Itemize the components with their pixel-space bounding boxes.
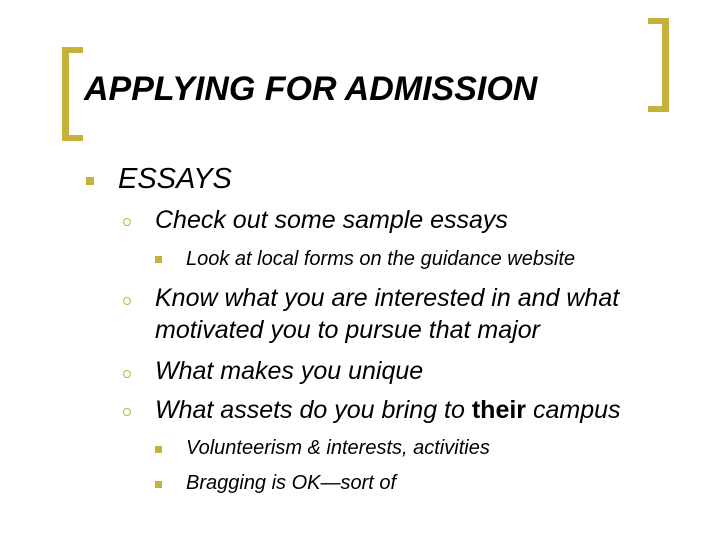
ring-bullet-icon	[123, 297, 131, 305]
title-right-bracket	[648, 18, 669, 112]
ring-bullet-icon	[123, 218, 131, 226]
slide-title: APPLYING FOR ADMISSION	[84, 70, 538, 108]
ring-bullet-icon	[123, 408, 131, 416]
bullet-volunteerism: Volunteerism & interests, activities	[186, 437, 490, 459]
ring-bullet-icon	[123, 370, 131, 378]
square-bullet-icon	[86, 177, 94, 185]
bullet-bragging: Bragging is OK—sort of	[186, 472, 397, 494]
bullet-check-samples: Check out some sample essays	[155, 206, 508, 234]
square-bullet-icon	[155, 256, 162, 263]
bullet-unique: What makes you unique	[155, 357, 424, 385]
bullet-assets	[155, 396, 621, 425]
square-bullet-icon	[155, 446, 162, 453]
bullet-assets-emphasis: their	[471, 396, 527, 424]
bullet-interested-line2: motivated you to pursue that major	[155, 316, 540, 344]
square-bullet-icon	[155, 481, 162, 488]
bullet-interested-line1: Know what you are interested in and what	[155, 284, 620, 312]
bullet-essays: ESSAYS	[118, 163, 232, 195]
title-left-bracket	[62, 47, 83, 141]
bullet-assets-pre: What assets do you bring to	[155, 396, 472, 424]
bullet-assets-post: campus	[526, 396, 621, 424]
bullet-local-forms: Look at local forms on the guidance website	[186, 248, 576, 270]
